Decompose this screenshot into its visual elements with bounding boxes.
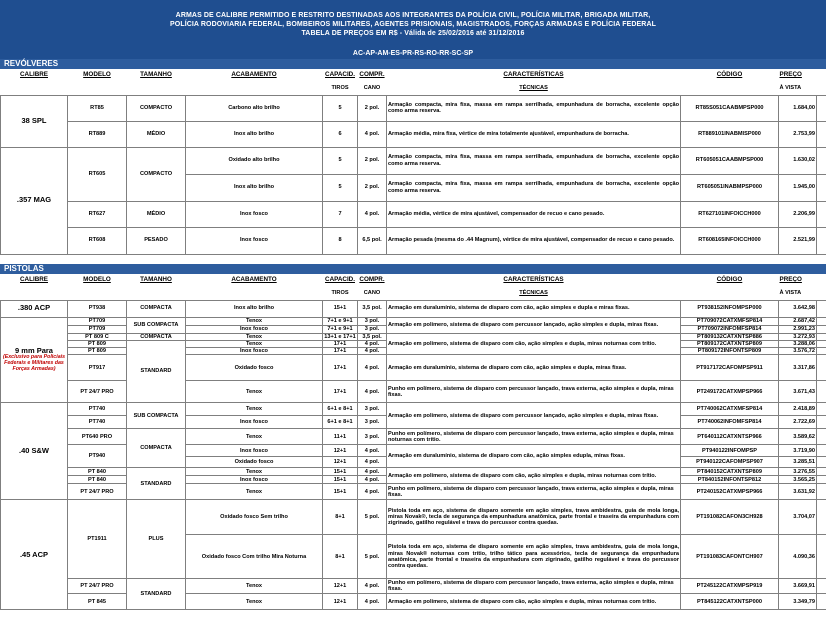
tiros-cell: 6+1 e 8+1: [323, 416, 358, 429]
calibre-cell: .380 ACP: [1, 300, 68, 317]
preco-cell: 2.722,69: [779, 416, 817, 429]
tecnicas-cell: Punho em polímero, sistema de disparo com percussor lançado, trava externa, ação simples e dupla, miras fixas.: [387, 484, 681, 500]
col-codigo: CÓDIGO: [716, 276, 743, 284]
codigo-cell: PT740062CATXMFSP814: [681, 403, 779, 416]
tecnicas-cell: Punho em polímero, sistema de disparo com percussor lançado, trava externa, ação simples e dupla, miras fixas.: [387, 579, 681, 594]
modelo-cell: PT 840: [68, 468, 127, 476]
cano-cell: 4 pol.: [358, 468, 387, 476]
acabamento-cell: Tenox: [186, 579, 323, 594]
col-caracteristicas: CARACTERÍSTICAS: [503, 71, 564, 79]
tecnicas-cell: Armação em polímero, sistema de disparo com percussor lançado, ação simples e dupla, miras fixas.: [387, 317, 681, 333]
modelo-cell: PT940: [68, 445, 127, 468]
codigo-cell: PT240152CATXMPSP966: [681, 484, 779, 500]
preco-cell: 2.206,99: [779, 201, 817, 227]
preco-cell: 1.945,00: [779, 174, 817, 201]
acabamento-cell: Tenox: [186, 594, 323, 610]
codigo-cell: PT840152CATXNTSP809: [681, 468, 779, 476]
modelo-cell: PT 809: [68, 348, 127, 355]
tecnicas-cell: Punho em polímero, sistema de disparo com percussor lançado, trava externa, ação simples e dupla, miras fixas.: [387, 381, 681, 403]
codigo-cell: RT605051INABMPSP000: [681, 174, 779, 201]
cano-cell: 4 pol.: [358, 381, 387, 403]
states-list: AC-AP-AM-ES-PR-RS-RO-RR-SC-SP: [0, 50, 826, 59]
modelo-cell: RT85: [68, 95, 127, 121]
acabamento-cell: Tenox: [186, 340, 323, 347]
modelo-cell: RT605: [68, 147, 127, 201]
col-acabamento: ACABAMENTO: [231, 71, 277, 79]
acabamento-cell: Tenox: [186, 468, 323, 476]
tiros-cell: 8+1: [323, 500, 358, 535]
tamanho-cell: SUB COMPACTA: [127, 403, 186, 429]
codigo-cell: PT809172CATXNTSP809: [681, 340, 779, 347]
preco-cell: 1.684,00: [779, 95, 817, 121]
codigo-cell: PT938152INFOMPSP000: [681, 300, 779, 317]
table-row: [1, 484, 826, 500]
codigo-cell: PT191083CAFONTCH907: [681, 535, 779, 579]
tiros-cell: 11+1: [323, 429, 358, 445]
modelo-cell: PT 845: [68, 594, 127, 610]
table-row: [1, 227, 826, 254]
acabamento-cell: Tenox: [186, 484, 323, 500]
tamanho-cell: COMPACTA: [127, 333, 186, 340]
modelo-cell: PT1911: [68, 500, 127, 579]
cano-cell: 5 pol.: [358, 535, 387, 579]
tamanho-cell: STANDARD: [127, 340, 186, 403]
codigo-cell: PT245122CATXMPSP919: [681, 579, 779, 594]
preco-cell: 3.589,62: [779, 429, 817, 445]
table-row: [1, 121, 826, 147]
tiros-cell: 15+1: [323, 484, 358, 500]
tamanho-cell: COMPACTO: [127, 95, 186, 121]
preco-cell: 3.669,91: [779, 579, 817, 594]
cano-cell: 4 pol.: [358, 340, 387, 347]
acabamento-cell: Inox fosco: [186, 325, 323, 333]
preco-cell: 3.288,06: [779, 340, 817, 347]
col-tamanho: TAMANHO: [140, 71, 172, 79]
codigo-cell: PT840152INFONTSP812: [681, 476, 779, 484]
acabamento-cell: Tenox: [186, 403, 323, 416]
acabamento-cell: Inox fosco: [186, 416, 323, 429]
col-preco: PREÇO: [779, 71, 802, 79]
modelo-cell: PT740: [68, 403, 127, 416]
table-row: [1, 468, 826, 476]
col-tiros: TIROS: [331, 289, 349, 296]
tecnicas-cell: Armação pesada (mesma do .44 Magnum), vértice de mira ajustável, compensador de recuo e cano pesado.: [387, 227, 681, 254]
col-capacid: CAPACID.: [325, 276, 355, 284]
cano-cell: 4 pol.: [358, 579, 387, 594]
calibre-9mm-note: (Exclusivo para Policiais Federais e Militares das Forças Armadas): [2, 354, 66, 373]
table-row: [1, 500, 826, 535]
tiros-cell: 5: [323, 147, 358, 174]
modelo-cell: PT740: [68, 416, 127, 429]
preco-cell: 4.090,36: [779, 535, 817, 579]
cano-cell: 4 pol.: [358, 355, 387, 381]
tiros-cell: 15+1: [323, 468, 358, 476]
table-row: [1, 147, 826, 174]
codigo-cell: PT917172CAFOMPSP911: [681, 355, 779, 381]
calibre-cell: .45 ACP: [1, 500, 68, 610]
acabamento-cell: Carbono alto brilho: [186, 95, 323, 121]
codigo-cell: PT809132CATXNTSP886: [681, 333, 779, 340]
table-row: [1, 95, 826, 121]
acabamento-cell: Inox fosco: [186, 201, 323, 227]
cano-cell: 2 pol.: [358, 174, 387, 201]
codigo-cell: RT627101INFOICCH000: [681, 201, 779, 227]
col-tecnicas: TÉCNICAS: [519, 289, 548, 296]
section-title-revolveres: REVÓLVERES: [0, 59, 826, 69]
cano-cell: 4 pol.: [358, 484, 387, 500]
modelo-cell: PT938: [68, 300, 127, 317]
col-modelo: MODELO: [83, 71, 111, 79]
tamanho-cell: STANDARD: [127, 579, 186, 610]
tiros-cell: 12+1: [323, 457, 358, 468]
title-line-1: ARMAS DE CALIBRE PERMITIDO E RESTRITO DESTINADAS AOS INTEGRANTES DA POLÍCIA CIVIL, POLÍCIA MILITAR, BRIGADA MILITAR,: [175, 12, 651, 19]
modelo-cell: PT917: [68, 355, 127, 381]
cano-cell: 4 pol.: [358, 476, 387, 484]
tamanho-cell: PESADO: [127, 227, 186, 254]
codigo-cell: PT809172INFONTSP809: [681, 348, 779, 355]
preco-cell: 3.317,86: [779, 355, 817, 381]
table-row: [1, 445, 826, 457]
col-caracteristicas: CARACTERÍSTICAS: [503, 276, 564, 284]
tiros-cell: 15+1: [323, 300, 358, 317]
col-tecnicas: TÉCNICAS: [519, 84, 548, 91]
tiros-cell: 8: [323, 227, 358, 254]
col-capacid: CAPACID.: [325, 71, 355, 79]
preco-cell: 2.418,89: [779, 403, 817, 416]
modelo-cell: PT 809: [68, 340, 127, 347]
preco-cell: 1.630,02: [779, 147, 817, 174]
tiros-cell: 5: [323, 174, 358, 201]
col-calibre: CALIBRE: [20, 71, 48, 79]
preco-cell: 2.521,99: [779, 227, 817, 254]
table-row: [1, 355, 826, 381]
col-cano: CANO: [363, 84, 381, 91]
tamanho-cell: STANDARD: [127, 468, 186, 500]
col-cano: CANO: [363, 289, 381, 296]
modelo-cell: PT709: [68, 325, 127, 333]
acabamento-cell: Oxidado fosco: [186, 355, 323, 381]
acabamento-cell: Tenox: [186, 317, 323, 325]
modelo-cell: RT627: [68, 201, 127, 227]
cano-cell: 4 pol.: [358, 201, 387, 227]
tecnicas-cell: Armação compacta, mira fixa, massa em rampa serrilhada, empunhadura de borracha, excelente opção como arma reserva.: [387, 174, 681, 201]
col-compr: COMPR.: [359, 276, 385, 284]
codigo-cell: PT709072INFOMFSP814: [681, 325, 779, 333]
preco-cell: 3.272,93: [779, 333, 817, 340]
cano-cell: 3 pol.: [358, 429, 387, 445]
tiros-cell: 6+1 e 8+1: [323, 403, 358, 416]
tecnicas-cell: Armação em polímero, sistema de disparo com percussor lançado, ação simples e dupla, miras fixas.: [387, 403, 681, 429]
acabamento-cell: Oxidado fosco Sem trilho: [186, 500, 323, 535]
codigo-cell: PT191082CAFON3CH928: [681, 500, 779, 535]
codigo-cell: PT940122CAFOMPSP907: [681, 457, 779, 468]
table-row: [1, 300, 826, 317]
tiros-cell: 6: [323, 121, 358, 147]
modelo-cell: RT889: [68, 121, 127, 147]
codigo-cell: RT889101INABMISP000: [681, 121, 779, 147]
cano-cell: 3 pol.: [358, 416, 387, 429]
table-row: [1, 579, 826, 594]
acabamento-cell: Oxidado fosco: [186, 457, 323, 468]
tiros-cell: 8+1: [323, 535, 358, 579]
modelo-cell: PT 24/7 PRO: [68, 579, 127, 594]
table-row: [1, 403, 826, 416]
col-tamanho: TAMANHO: [140, 276, 172, 284]
tiros-cell: 17+1: [323, 355, 358, 381]
tiros-cell: 12+1: [323, 594, 358, 610]
pistol-table: [0, 274, 826, 610]
codigo-cell: RT605051CAABMPSP000: [681, 147, 779, 174]
codigo-cell: PT709072CATXMFSP814: [681, 317, 779, 325]
preco-cell: 3.631,92: [779, 484, 817, 500]
cano-cell: 2 pol.: [358, 95, 387, 121]
tiros-cell: 5: [323, 95, 358, 121]
acabamento-cell: Inox fosco: [186, 445, 323, 457]
tecnicas-cell: Armação média, mira fixa, vértice de mira totalmente ajustável, empunhadura de borracha.: [387, 121, 681, 147]
cano-cell: 3,5 pol.: [358, 300, 387, 317]
preco-cell: 3.349,79: [779, 594, 817, 610]
tamanho-cell: COMPACTA: [127, 429, 186, 468]
preco-cell: 3.285,51: [779, 457, 817, 468]
preco-cell: 3.565,25: [779, 476, 817, 484]
modelo-cell: PT640 PRO: [68, 429, 127, 445]
codigo-cell: RT608165INFOICCH000: [681, 227, 779, 254]
col-tiros: TIROS: [331, 84, 349, 91]
col-compr: COMPR.: [359, 71, 385, 79]
tamanho-cell: COMPACTA: [127, 300, 186, 317]
acabamento-cell: Oxidado fosco Com trilho Mira Noturna: [186, 535, 323, 579]
col-avista: À VISTA: [779, 289, 802, 296]
table-row: [1, 201, 826, 227]
section-title-pistolas: PISTOLAS: [0, 264, 826, 274]
preco-cell: 2.687,42: [779, 317, 817, 325]
cano-cell: 6,5 pol.: [358, 227, 387, 254]
tiros-cell: 13+1 e 17+1: [324, 333, 356, 340]
tiros-cell: 17+1: [323, 381, 358, 403]
codigo-cell: PT940122INFOMPSP: [681, 445, 779, 457]
tecnicas-cell: Pistola toda em aço, sistema de disparo somente em ação simples, trava ambidestra, guia de mola longa, miras Novak®, tecla de segurança da empunhadura anatômica, parte frontal e traseira da empunhadura com zigrinado, gatilho regulável e trava do percussor contra quedas.: [387, 500, 681, 535]
modelo-cell: RT608: [68, 227, 127, 254]
table-row: [1, 594, 826, 610]
title-line-2: POLÍCIA RODOVIARIA FEDERAL, BOMBEIROS MILITARES, AGENTES PRISIONAIS, MAGISTRADOS, FORÇAS ARMADAS E POLÍCIA FEDERAL: [170, 21, 656, 28]
tamanho-cell: SUB COMPACTA: [127, 317, 186, 333]
codigo-cell: PT249172CATXMPSP966: [681, 381, 779, 403]
col-avista: À VISTA: [779, 84, 802, 91]
cano-cell: 2 pol.: [358, 147, 387, 174]
tecnicas-cell: Armação em duralumínio, sistema de disparo com cão, ação simples e dupla e miras fixas.: [387, 300, 681, 317]
preco-cell: 3.671,43: [779, 381, 817, 403]
col-calibre: CALIBRE: [20, 276, 48, 284]
codigo-cell: PT640112CATXNTSP966: [681, 429, 779, 445]
tamanho-cell: COMPACTO: [127, 147, 186, 201]
modelo-cell: PT 24/7 PRO: [68, 381, 127, 403]
calibre-9mm-label: 9 mm Para: [15, 345, 53, 355]
tecnicas-cell: Armação compacta, mira fixa, massa em rampa serrilhada, empunhadura de borracha, excelente opção como arma reserva.: [387, 95, 681, 121]
calibre-cell: .357 MAG: [1, 147, 68, 254]
tecnicas-cell: Armação em polímero, sistema de disparo com cão, ação simples e dupla, miras noturnas com trítio.: [387, 333, 681, 355]
table-row: [1, 333, 826, 340]
tiros-cell: 7+1 e 9+1: [323, 317, 358, 325]
revolver-table: [0, 69, 826, 255]
col-acabamento: ACABAMENTO: [231, 276, 277, 284]
tamanho-cell: PLUS: [127, 500, 186, 579]
cano-cell: 5 pol.: [358, 500, 387, 535]
preco-cell: 3.576,72: [779, 348, 817, 355]
acabamento-cell: Tenox: [186, 429, 323, 445]
calibre-cell: 38 SPL: [1, 95, 68, 147]
tamanho-cell: MÉDIO: [127, 121, 186, 147]
acabamento-cell: Inox alto brilho: [186, 300, 323, 317]
tecnicas-cell: Armação em duralumínio, sistema de disparo com cão, ação simples e dupla, miras fixas.: [387, 355, 681, 381]
codigo-cell: PT740062INFOMFSP814: [681, 416, 779, 429]
acabamento-cell: Inox fosco: [186, 227, 323, 254]
calibre-cell: .40 S&W: [1, 403, 68, 500]
tiros-cell: 15+1: [323, 476, 358, 484]
tamanho-cell: MÉDIO: [127, 201, 186, 227]
preco-cell: 3.276,55: [779, 468, 817, 476]
cano-cell: 4 pol.: [358, 121, 387, 147]
cano-cell: 4 pol.: [358, 348, 387, 355]
acabamento-cell: Inox alto brilho: [186, 121, 323, 147]
tiros-cell: 7: [323, 201, 358, 227]
modelo-cell: PT709: [68, 317, 127, 325]
preco-cell: 2.753,99: [779, 121, 817, 147]
tecnicas-cell: Armação em polímero, sistema de disparo com cão, ação simples e dupla, miras noturnas com trítio.: [387, 468, 681, 484]
col-modelo: MODELO: [83, 276, 111, 284]
tiros-cell: 12+1: [323, 579, 358, 594]
codigo-cell: RT85S051CAABMPSP000: [681, 95, 779, 121]
table-row: [1, 381, 826, 403]
col-preco: PREÇO: [779, 276, 802, 284]
preco-cell: 3.719,90: [779, 445, 817, 457]
tiros-cell: 17+1: [323, 348, 358, 355]
table-row: [1, 317, 826, 325]
tecnicas-cell: Punho em polímero, sistema de disparo com percussor lançado, trava externa, ação simples e dupla, miras noturnas com trítio.: [387, 429, 681, 445]
calibre-cell: [1, 317, 68, 403]
title-line-3: TABELA DE PREÇOS EM R$ - Válida de 25/02/2016 até 31/12/2016: [301, 30, 525, 37]
acabamento-cell: Inox alto brilho: [186, 174, 323, 201]
tiros-cell: 7+1 e 9+1: [323, 325, 358, 333]
tecnicas-cell: Armação em polímero, sistema de disparo com cão, ação simples e dupla, miras noturnas com trítio.: [387, 594, 681, 610]
cano-cell: 3 pol.: [358, 317, 387, 325]
modelo-cell: PT 24/7 PRO: [68, 484, 127, 500]
tiros-cell: 12+1: [323, 445, 358, 457]
codigo-cell: PT845122CATXNTSP000: [681, 594, 779, 610]
tecnicas-cell: Armação em duralumínio, sistema de disparo com cão, ação simples edupla, miras fixas.: [387, 445, 681, 468]
acabamento-cell: Tenox: [186, 333, 323, 340]
cano-cell: 4 pol.: [358, 594, 387, 610]
acabamento-cell: Inox fosco: [186, 476, 323, 484]
tecnicas-cell: Armação média, vértice de mira ajustável, compensador de recuo e cano pesado.: [387, 201, 681, 227]
cano-cell: 4 pol.: [358, 445, 387, 457]
col-codigo: CÓDIGO: [716, 71, 743, 79]
cano-cell: 3,5 pol.: [358, 333, 387, 340]
modelo-cell: PT 840: [68, 476, 127, 484]
preco-cell: 2.991,23: [779, 325, 817, 333]
acabamento-cell: Tenox: [186, 381, 323, 403]
cano-cell: 4 pol.: [358, 457, 387, 468]
acabamento-cell: Oxidado alto brilho: [186, 147, 323, 174]
tecnicas-cell: Armação compacta, mira fixa, massa em rampa serrilhada, empunhadura de borracha, excelente opção como arma reserva.: [387, 147, 681, 174]
tiros-cell: 17+1: [323, 340, 358, 347]
cano-cell: 3 pol.: [358, 403, 387, 416]
modelo-cell: PT 809 C: [68, 333, 127, 340]
acabamento-cell: Inox fosco: [186, 348, 323, 355]
preco-cell: 3.704,07: [779, 500, 817, 535]
tecnicas-cell: Pistola toda em aço, sistema de disparo somente em ação simples, trava ambidestra, guia de mola longa, miras Novak® noturnas com trítio, trilho tático para acessórios, tecla de segurança da empunhadura anatômica, parte frontal e traseira da empunhadura com zigrinado, gatilho regulável e trava do percussor contra quedas.: [387, 535, 681, 579]
preco-cell: 3.642,98: [779, 300, 817, 317]
cano-cell: 3 pol.: [358, 325, 387, 333]
table-row: [1, 429, 826, 445]
